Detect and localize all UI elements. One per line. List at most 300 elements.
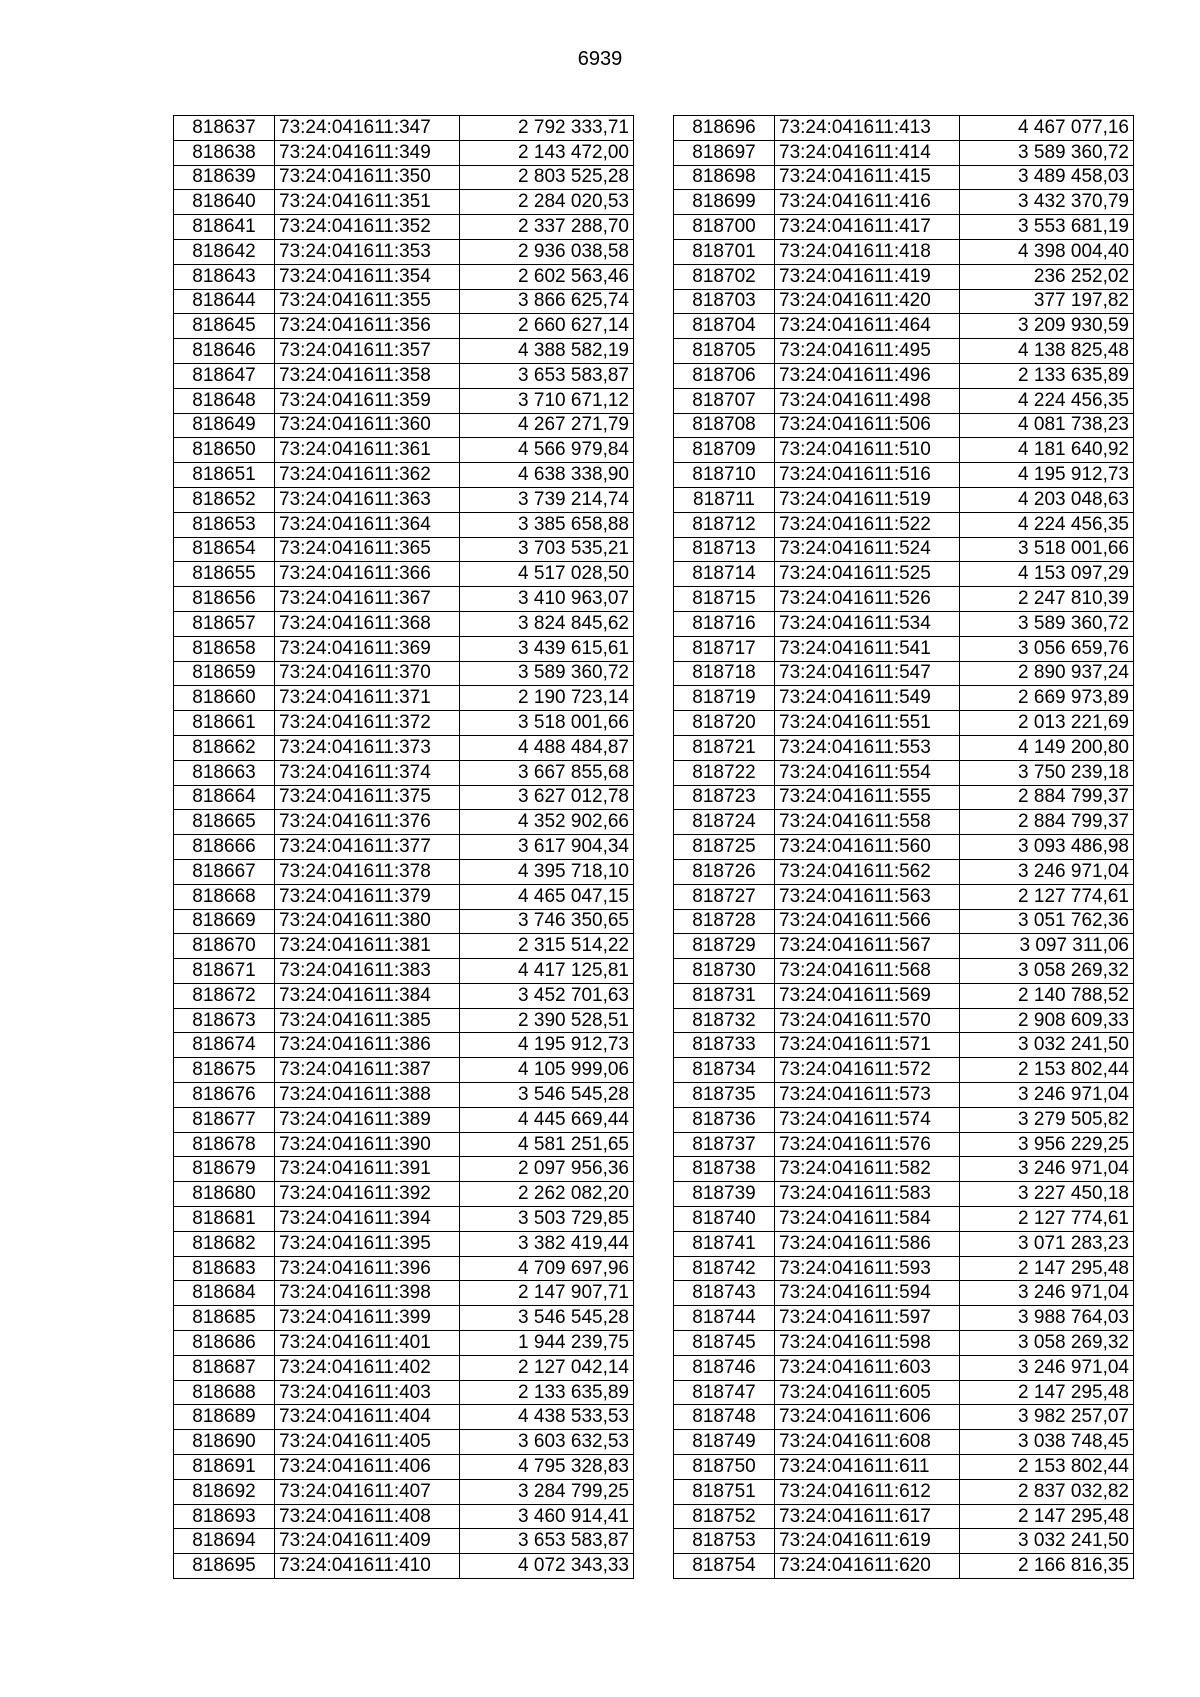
cadastral-number-cell: 73:24:041611:399 bbox=[275, 1306, 460, 1331]
record-number-cell: 818723 bbox=[674, 785, 775, 810]
record-number-cell: 818736 bbox=[674, 1107, 775, 1132]
record-number-cell: 818744 bbox=[674, 1306, 775, 1331]
value-cell: 4 352 902,66 bbox=[460, 810, 634, 835]
value-cell: 4 138 825,48 bbox=[960, 339, 1134, 364]
record-number-cell: 818750 bbox=[674, 1455, 775, 1480]
record-number-cell: 818739 bbox=[674, 1182, 775, 1207]
value-cell: 2 147 295,48 bbox=[960, 1380, 1134, 1405]
record-number-cell: 818657 bbox=[174, 611, 275, 636]
record-number-cell: 818734 bbox=[674, 1058, 775, 1083]
value-cell: 4 153 097,29 bbox=[960, 562, 1134, 587]
value-cell: 3 956 229,25 bbox=[960, 1132, 1134, 1157]
value-cell: 4 581 251,65 bbox=[460, 1132, 634, 1157]
cadastral-number-cell: 73:24:041611:349 bbox=[275, 140, 460, 165]
value-cell: 377 197,82 bbox=[960, 289, 1134, 314]
table-row bbox=[174, 289, 634, 314]
value-cell: 3 246 971,04 bbox=[960, 1083, 1134, 1108]
left-table-body bbox=[174, 116, 634, 1579]
record-number-cell: 818702 bbox=[674, 264, 775, 289]
table-row bbox=[174, 339, 634, 364]
value-cell: 2 127 774,61 bbox=[960, 884, 1134, 909]
cadastral-number-cell: 73:24:041611:619 bbox=[775, 1529, 960, 1554]
record-number-cell: 818699 bbox=[674, 190, 775, 215]
value-cell: 1 944 239,75 bbox=[460, 1331, 634, 1356]
record-number-cell: 818643 bbox=[174, 264, 275, 289]
cadastral-number-cell: 73:24:041611:394 bbox=[275, 1207, 460, 1232]
page-number: 6939 bbox=[577, 48, 623, 70]
cadastral-number-cell: 73:24:041611:415 bbox=[775, 165, 960, 190]
cadastral-number-cell: 73:24:041611:376 bbox=[275, 810, 460, 835]
cadastral-number-cell: 73:24:041611:418 bbox=[775, 239, 960, 264]
cadastral-number-cell: 73:24:041611:525 bbox=[775, 562, 960, 587]
table-row bbox=[174, 735, 634, 760]
record-number-cell: 818748 bbox=[674, 1405, 775, 1430]
record-number-cell: 818661 bbox=[174, 711, 275, 736]
table-row bbox=[674, 686, 1134, 711]
cadastral-number-cell: 73:24:041611:566 bbox=[775, 909, 960, 934]
record-number-cell: 818671 bbox=[174, 959, 275, 984]
table-row bbox=[674, 1529, 1134, 1554]
cadastral-number-cell: 73:24:041611:403 bbox=[275, 1380, 460, 1405]
value-cell: 3 546 545,28 bbox=[460, 1083, 634, 1108]
cadastral-number-cell: 73:24:041611:380 bbox=[275, 909, 460, 934]
value-cell: 4 105 999,06 bbox=[460, 1058, 634, 1083]
value-cell: 4 438 533,53 bbox=[460, 1405, 634, 1430]
record-number-cell: 818694 bbox=[174, 1529, 275, 1554]
cadastral-number-cell: 73:24:041611:353 bbox=[275, 239, 460, 264]
cadastral-number-cell: 73:24:041611:606 bbox=[775, 1405, 960, 1430]
cadastral-number-cell: 73:24:041611:464 bbox=[775, 314, 960, 339]
cadastral-number-cell: 73:24:041611:357 bbox=[275, 339, 460, 364]
table-row bbox=[174, 1231, 634, 1256]
right-table bbox=[673, 115, 1134, 1579]
table-row bbox=[174, 116, 634, 141]
cadastral-number-cell: 73:24:041611:524 bbox=[775, 537, 960, 562]
record-number-cell: 818712 bbox=[674, 512, 775, 537]
record-number-cell: 818644 bbox=[174, 289, 275, 314]
record-number-cell: 818659 bbox=[174, 661, 275, 686]
table-row bbox=[174, 1281, 634, 1306]
cadastral-number-cell: 73:24:041611:496 bbox=[775, 363, 960, 388]
value-cell: 2 140 788,52 bbox=[960, 983, 1134, 1008]
cadastral-number-cell: 73:24:041611:368 bbox=[275, 611, 460, 636]
cadastral-number-cell: 73:24:041611:395 bbox=[275, 1231, 460, 1256]
cadastral-number-cell: 73:24:041611:516 bbox=[775, 463, 960, 488]
value-cell: 3 518 001,66 bbox=[960, 537, 1134, 562]
table-row bbox=[174, 487, 634, 512]
value-cell: 3 038 748,45 bbox=[960, 1430, 1134, 1455]
record-number-cell: 818701 bbox=[674, 239, 775, 264]
value-cell: 3 982 257,07 bbox=[960, 1405, 1134, 1430]
record-number-cell: 818711 bbox=[674, 487, 775, 512]
value-cell: 3 866 625,74 bbox=[460, 289, 634, 314]
record-number-cell: 818648 bbox=[174, 388, 275, 413]
record-number-cell: 818746 bbox=[674, 1355, 775, 1380]
cadastral-number-cell: 73:24:041611:571 bbox=[775, 1033, 960, 1058]
table-row bbox=[674, 1256, 1134, 1281]
cadastral-number-cell: 73:24:041611:408 bbox=[275, 1504, 460, 1529]
cadastral-number-cell: 73:24:041611:387 bbox=[275, 1058, 460, 1083]
table-row bbox=[674, 810, 1134, 835]
record-number-cell: 818640 bbox=[174, 190, 275, 215]
table-row bbox=[674, 1306, 1134, 1331]
record-number-cell: 818728 bbox=[674, 909, 775, 934]
cadastral-number-cell: 73:24:041611:414 bbox=[775, 140, 960, 165]
cadastral-number-cell: 73:24:041611:372 bbox=[275, 711, 460, 736]
cadastral-number-cell: 73:24:041611:554 bbox=[775, 760, 960, 785]
cadastral-number-cell: 73:24:041611:379 bbox=[275, 884, 460, 909]
table-row bbox=[674, 438, 1134, 463]
value-cell: 2 936 038,58 bbox=[460, 239, 634, 264]
value-cell: 2 284 020,53 bbox=[460, 190, 634, 215]
table-row bbox=[674, 785, 1134, 810]
value-cell: 4 388 582,19 bbox=[460, 339, 634, 364]
value-cell: 4 267 271,79 bbox=[460, 413, 634, 438]
value-cell: 4 709 697,96 bbox=[460, 1256, 634, 1281]
table-row bbox=[674, 1430, 1134, 1455]
value-cell: 3 071 283,23 bbox=[960, 1231, 1134, 1256]
value-cell: 3 589 360,72 bbox=[960, 140, 1134, 165]
record-number-cell: 818707 bbox=[674, 388, 775, 413]
table-row bbox=[174, 636, 634, 661]
value-cell: 2 097 956,36 bbox=[460, 1157, 634, 1182]
value-cell: 2 247 810,39 bbox=[960, 587, 1134, 612]
table-row bbox=[174, 264, 634, 289]
table-row bbox=[174, 1504, 634, 1529]
table-row bbox=[674, 587, 1134, 612]
cadastral-number-cell: 73:24:041611:498 bbox=[775, 388, 960, 413]
value-cell: 2 190 723,14 bbox=[460, 686, 634, 711]
value-cell: 2 803 525,28 bbox=[460, 165, 634, 190]
table-row bbox=[674, 463, 1134, 488]
cadastral-number-cell: 73:24:041611:396 bbox=[275, 1256, 460, 1281]
record-number-cell: 818654 bbox=[174, 537, 275, 562]
record-number-cell: 818672 bbox=[174, 983, 275, 1008]
table-row bbox=[174, 1058, 634, 1083]
record-number-cell: 818684 bbox=[174, 1281, 275, 1306]
table-row bbox=[174, 711, 634, 736]
value-cell: 3 056 659,76 bbox=[960, 636, 1134, 661]
cadastral-number-cell: 73:24:041611:358 bbox=[275, 363, 460, 388]
cadastral-number-cell: 73:24:041611:417 bbox=[775, 215, 960, 240]
table-row bbox=[674, 215, 1134, 240]
record-number-cell: 818655 bbox=[174, 562, 275, 587]
cadastral-number-cell: 73:24:041611:586 bbox=[775, 1231, 960, 1256]
record-number-cell: 818724 bbox=[674, 810, 775, 835]
cadastral-number-cell: 73:24:041611:534 bbox=[775, 611, 960, 636]
record-number-cell: 818652 bbox=[174, 487, 275, 512]
value-cell: 4 149 200,80 bbox=[960, 735, 1134, 760]
record-number-cell: 818697 bbox=[674, 140, 775, 165]
record-number-cell: 818668 bbox=[174, 884, 275, 909]
table-row bbox=[174, 1529, 634, 1554]
value-cell: 3 653 583,87 bbox=[460, 1529, 634, 1554]
value-cell: 3 227 450,18 bbox=[960, 1182, 1134, 1207]
cadastral-number-cell: 73:24:041611:388 bbox=[275, 1083, 460, 1108]
value-cell: 4 795 328,83 bbox=[460, 1455, 634, 1480]
value-cell: 3 032 241,50 bbox=[960, 1529, 1134, 1554]
table-row bbox=[674, 1355, 1134, 1380]
record-number-cell: 818669 bbox=[174, 909, 275, 934]
table-row bbox=[674, 314, 1134, 339]
value-cell: 2 390 528,51 bbox=[460, 1008, 634, 1033]
record-number-cell: 818692 bbox=[174, 1479, 275, 1504]
value-cell: 2 884 799,37 bbox=[960, 785, 1134, 810]
record-number-cell: 818645 bbox=[174, 314, 275, 339]
table-row bbox=[174, 810, 634, 835]
cadastral-number-cell: 73:24:041611:555 bbox=[775, 785, 960, 810]
table-row bbox=[174, 512, 634, 537]
value-cell: 3 667 855,68 bbox=[460, 760, 634, 785]
table-row bbox=[174, 1107, 634, 1132]
value-cell: 4 224 456,35 bbox=[960, 388, 1134, 413]
value-cell: 2 147 295,48 bbox=[960, 1256, 1134, 1281]
record-number-cell: 818637 bbox=[174, 116, 275, 141]
table-row bbox=[174, 587, 634, 612]
record-number-cell: 818680 bbox=[174, 1182, 275, 1207]
record-number-cell: 818660 bbox=[174, 686, 275, 711]
record-number-cell: 818638 bbox=[174, 140, 275, 165]
value-cell: 2 013 221,69 bbox=[960, 711, 1134, 736]
table-row bbox=[174, 983, 634, 1008]
cadastral-number-cell: 73:24:041611:608 bbox=[775, 1430, 960, 1455]
value-cell: 2 127 774,61 bbox=[960, 1207, 1134, 1232]
cadastral-number-cell: 73:24:041611:574 bbox=[775, 1107, 960, 1132]
cadastral-number-cell: 73:24:041611:572 bbox=[775, 1058, 960, 1083]
table-row bbox=[674, 140, 1134, 165]
table-row bbox=[174, 140, 634, 165]
table-row bbox=[674, 116, 1134, 141]
cadastral-number-cell: 73:24:041611:356 bbox=[275, 314, 460, 339]
table-row bbox=[674, 1231, 1134, 1256]
record-number-cell: 818693 bbox=[174, 1504, 275, 1529]
table-row bbox=[674, 339, 1134, 364]
table-row bbox=[674, 562, 1134, 587]
table-row bbox=[174, 165, 634, 190]
table-row bbox=[674, 1008, 1134, 1033]
value-cell: 3 653 583,87 bbox=[460, 363, 634, 388]
cadastral-number-cell: 73:24:041611:407 bbox=[275, 1479, 460, 1504]
value-cell: 3 746 350,65 bbox=[460, 909, 634, 934]
cadastral-number-cell: 73:24:041611:510 bbox=[775, 438, 960, 463]
record-number-cell: 818663 bbox=[174, 760, 275, 785]
record-number-cell: 818647 bbox=[174, 363, 275, 388]
cadastral-number-cell: 73:24:041611:363 bbox=[275, 487, 460, 512]
table-row bbox=[674, 1331, 1134, 1356]
value-cell: 3 439 615,61 bbox=[460, 636, 634, 661]
cadastral-number-cell: 73:24:041611:369 bbox=[275, 636, 460, 661]
record-number-cell: 818642 bbox=[174, 239, 275, 264]
table-row bbox=[674, 884, 1134, 909]
record-number-cell: 818656 bbox=[174, 587, 275, 612]
value-cell: 4 488 484,87 bbox=[460, 735, 634, 760]
table-row bbox=[674, 909, 1134, 934]
cadastral-number-cell: 73:24:041611:558 bbox=[775, 810, 960, 835]
value-cell: 3 452 701,63 bbox=[460, 983, 634, 1008]
record-number-cell: 818690 bbox=[174, 1430, 275, 1455]
cadastral-number-cell: 73:24:041611:597 bbox=[775, 1306, 960, 1331]
table-row bbox=[174, 1380, 634, 1405]
table-row bbox=[674, 1058, 1134, 1083]
table-row bbox=[174, 884, 634, 909]
table-row bbox=[674, 1405, 1134, 1430]
table-row bbox=[174, 1455, 634, 1480]
table-row bbox=[174, 314, 634, 339]
cadastral-number-cell: 73:24:041611:506 bbox=[775, 413, 960, 438]
table-row bbox=[674, 711, 1134, 736]
record-number-cell: 818646 bbox=[174, 339, 275, 364]
table-row bbox=[174, 1479, 634, 1504]
record-number-cell: 818715 bbox=[674, 587, 775, 612]
value-cell: 4 517 028,50 bbox=[460, 562, 634, 587]
table-row bbox=[674, 934, 1134, 959]
record-number-cell: 818650 bbox=[174, 438, 275, 463]
cadastral-number-cell: 73:24:041611:371 bbox=[275, 686, 460, 711]
value-cell: 4 081 738,23 bbox=[960, 413, 1134, 438]
cadastral-number-cell: 73:24:041611:598 bbox=[775, 1331, 960, 1356]
record-number-cell: 818639 bbox=[174, 165, 275, 190]
value-cell: 2 127 042,14 bbox=[460, 1355, 634, 1380]
cadastral-number-cell: 73:24:041611:413 bbox=[775, 116, 960, 141]
table-row bbox=[674, 1281, 1134, 1306]
record-number-cell: 818720 bbox=[674, 711, 775, 736]
table-row bbox=[674, 1083, 1134, 1108]
cadastral-number-cell: 73:24:041611:365 bbox=[275, 537, 460, 562]
table-row bbox=[674, 1504, 1134, 1529]
value-cell: 3 058 269,32 bbox=[960, 1331, 1134, 1356]
value-cell: 3 385 658,88 bbox=[460, 512, 634, 537]
cadastral-number-cell: 73:24:041611:620 bbox=[775, 1554, 960, 1579]
table-row bbox=[674, 735, 1134, 760]
table-row bbox=[174, 785, 634, 810]
table-row bbox=[674, 835, 1134, 860]
record-number-cell: 818665 bbox=[174, 810, 275, 835]
cadastral-number-cell: 73:24:041611:582 bbox=[775, 1157, 960, 1182]
record-number-cell: 818695 bbox=[174, 1554, 275, 1579]
value-cell: 2 147 907,71 bbox=[460, 1281, 634, 1306]
cadastral-number-cell: 73:24:041611:383 bbox=[275, 959, 460, 984]
cadastral-number-cell: 73:24:041611:366 bbox=[275, 562, 460, 587]
cadastral-number-cell: 73:24:041611:617 bbox=[775, 1504, 960, 1529]
value-cell: 4 398 004,40 bbox=[960, 239, 1134, 264]
table-row bbox=[174, 1405, 634, 1430]
cadastral-number-cell: 73:24:041611:567 bbox=[775, 934, 960, 959]
record-number-cell: 818674 bbox=[174, 1033, 275, 1058]
cadastral-number-cell: 73:24:041611:378 bbox=[275, 859, 460, 884]
cadastral-number-cell: 73:24:041611:392 bbox=[275, 1182, 460, 1207]
value-cell: 3 589 360,72 bbox=[960, 611, 1134, 636]
table-row bbox=[674, 1380, 1134, 1405]
table-row bbox=[174, 611, 634, 636]
value-cell: 2 133 635,89 bbox=[460, 1380, 634, 1405]
cadastral-number-cell: 73:24:041611:416 bbox=[775, 190, 960, 215]
value-cell: 3 058 269,32 bbox=[960, 959, 1134, 984]
value-cell: 3 246 971,04 bbox=[960, 1281, 1134, 1306]
table-row bbox=[674, 1132, 1134, 1157]
table-row bbox=[174, 215, 634, 240]
cadastral-number-cell: 73:24:041611:367 bbox=[275, 587, 460, 612]
cadastral-number-cell: 73:24:041611:347 bbox=[275, 116, 460, 141]
cadastral-number-cell: 73:24:041611:541 bbox=[775, 636, 960, 661]
record-number-cell: 818726 bbox=[674, 859, 775, 884]
cadastral-number-cell: 73:24:041611:360 bbox=[275, 413, 460, 438]
cadastral-number-cell: 73:24:041611:612 bbox=[775, 1479, 960, 1504]
table-row bbox=[674, 165, 1134, 190]
record-number-cell: 818732 bbox=[674, 1008, 775, 1033]
value-cell: 3 703 535,21 bbox=[460, 537, 634, 562]
cadastral-number-cell: 73:24:041611:354 bbox=[275, 264, 460, 289]
record-number-cell: 818737 bbox=[674, 1132, 775, 1157]
record-number-cell: 818752 bbox=[674, 1504, 775, 1529]
cadastral-number-cell: 73:24:041611:391 bbox=[275, 1157, 460, 1182]
record-number-cell: 818735 bbox=[674, 1083, 775, 1108]
record-number-cell: 818751 bbox=[674, 1479, 775, 1504]
record-number-cell: 818689 bbox=[174, 1405, 275, 1430]
table-row bbox=[674, 537, 1134, 562]
table-row bbox=[174, 1132, 634, 1157]
record-number-cell: 818721 bbox=[674, 735, 775, 760]
record-number-cell: 818658 bbox=[174, 636, 275, 661]
cadastral-number-cell: 73:24:041611:563 bbox=[775, 884, 960, 909]
value-cell: 2 884 799,37 bbox=[960, 810, 1134, 835]
cadastral-number-cell: 73:24:041611:350 bbox=[275, 165, 460, 190]
cadastral-number-cell: 73:24:041611:547 bbox=[775, 661, 960, 686]
record-number-cell: 818729 bbox=[674, 934, 775, 959]
value-cell: 3 246 971,04 bbox=[960, 1355, 1134, 1380]
record-number-cell: 818678 bbox=[174, 1132, 275, 1157]
record-number-cell: 818675 bbox=[174, 1058, 275, 1083]
value-cell: 2 262 082,20 bbox=[460, 1182, 634, 1207]
cadastral-number-cell: 73:24:041611:381 bbox=[275, 934, 460, 959]
value-cell: 2 792 333,71 bbox=[460, 116, 634, 141]
cadastral-number-cell: 73:24:041611:568 bbox=[775, 959, 960, 984]
cadastral-number-cell: 73:24:041611:361 bbox=[275, 438, 460, 463]
cadastral-number-cell: 73:24:041611:570 bbox=[775, 1008, 960, 1033]
value-cell: 4 467 077,16 bbox=[960, 116, 1134, 141]
record-number-cell: 818687 bbox=[174, 1355, 275, 1380]
record-number-cell: 818717 bbox=[674, 636, 775, 661]
cadastral-number-cell: 73:24:041611:375 bbox=[275, 785, 460, 810]
value-cell: 2 153 802,44 bbox=[960, 1455, 1134, 1480]
value-cell: 4 417 125,81 bbox=[460, 959, 634, 984]
cadastral-number-cell: 73:24:041611:384 bbox=[275, 983, 460, 1008]
record-number-cell: 818708 bbox=[674, 413, 775, 438]
table-row bbox=[174, 909, 634, 934]
value-cell: 3 432 370,79 bbox=[960, 190, 1134, 215]
cadastral-number-cell: 73:24:041611:405 bbox=[275, 1430, 460, 1455]
cadastral-number-cell: 73:24:041611:605 bbox=[775, 1380, 960, 1405]
table-row bbox=[674, 661, 1134, 686]
cadastral-number-cell: 73:24:041611:573 bbox=[775, 1083, 960, 1108]
record-number-cell: 818673 bbox=[174, 1008, 275, 1033]
table-row bbox=[674, 363, 1134, 388]
record-number-cell: 818685 bbox=[174, 1306, 275, 1331]
value-cell: 3 710 671,12 bbox=[460, 388, 634, 413]
value-cell: 2 133 635,89 bbox=[960, 363, 1134, 388]
table-row bbox=[674, 859, 1134, 884]
table-row bbox=[174, 686, 634, 711]
cadastral-number-cell: 73:24:041611:373 bbox=[275, 735, 460, 760]
table-row bbox=[174, 1182, 634, 1207]
value-cell: 4 224 456,35 bbox=[960, 512, 1134, 537]
cadastral-number-cell: 73:24:041611:355 bbox=[275, 289, 460, 314]
cadastral-number-cell: 73:24:041611:522 bbox=[775, 512, 960, 537]
value-cell: 2 669 973,89 bbox=[960, 686, 1134, 711]
cadastral-number-cell: 73:24:041611:594 bbox=[775, 1281, 960, 1306]
record-number-cell: 818730 bbox=[674, 959, 775, 984]
record-number-cell: 818731 bbox=[674, 983, 775, 1008]
record-number-cell: 818649 bbox=[174, 413, 275, 438]
